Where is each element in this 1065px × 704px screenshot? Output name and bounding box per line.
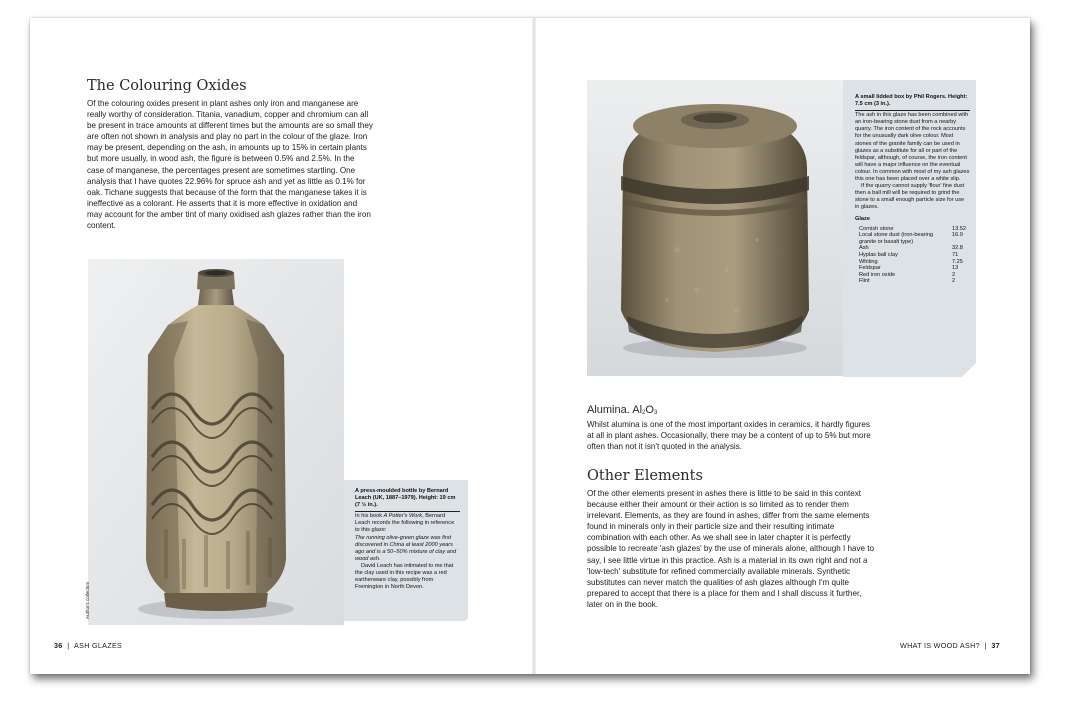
caption-intro: In his book A Potter's Work, Bernard Leach records the following in reference to this glaze: [355,513,455,534]
glaze-material: Local stone dust (iron-bearing granite or basalt type) [859,232,934,245]
book-spread [30,18,1030,674]
caption-corner-fold [962,363,976,377]
glaze-material: Hyplas ball clay [859,251,898,258]
caption-title: A press-moulded bottle by Bernard Leach (UK, 1887–1979). Height: 19 cm (7 ½ in.). [355,488,460,512]
glaze-recipe-table [855,226,970,285]
rogers-box-caption [843,80,976,377]
lidded-box-illustration [587,80,843,376]
glaze-amount: 2 [952,271,956,278]
glaze-amount: 16.9 [952,232,963,239]
colouring-oxides-text: Of the colouring oxides present in plant ashes only iron and manganese are really worthy of consideration. Titania, vanadium, copper and chromium can all be present in trace amounts at different times but the amounts are so small they are often not shown in analysis and play no part in the colour of the glaze. Iron may be present, depending on the ash, in amounts up to 15% in certain plants but more usually, in wood ash, the figure is between 0.5% and 2.5%. In the case of manganese, the percentages present are sometimes startling. One analysis that I have quotes 22.96% for spruce ash and yet as little as 0.1% for oak. Tichane suggests that because of the form that the manganese takes it is ineffective as a colorant. He asserts that it is more effective in oxidation and may account for the amber tint of many oxidised ash glazes rather than the iron content. [87,99,373,231]
caption-para-2: If the quarry cannot supply 'flour' fine dust then a ball mill will be required to grind the stone to a small enough particle size for use in glazes. [855,183,965,211]
glaze-amount: 7.25 [952,258,963,265]
right-page-footer: WHAT IS WOOD ASH? | 37 [900,641,1000,650]
glaze-amount: 71 [952,251,959,258]
bottle-illustration [88,259,344,625]
glaze-row [855,245,970,252]
glaze-row [855,272,970,279]
page-gutter [532,18,536,674]
glaze-row [855,278,970,285]
glaze-row [855,265,970,272]
glaze-material: Whiting [859,258,878,265]
glaze-material: Red iron oxide [859,271,896,278]
glaze-row [855,259,970,266]
leach-bottle-photo [88,259,344,625]
left-page-footer: 36 | ASH GLAZES [54,641,123,650]
glaze-amount: 32.8 [952,245,963,252]
rogers-lidded-box-photo [587,80,843,376]
caption-corner-fold [462,610,476,624]
glaze-row [855,226,970,233]
heading-alumina: Alumina. Al2O3 [587,404,658,416]
glaze-row [855,252,970,259]
glaze-heading: Glaze [855,215,870,222]
heading-other-elements: Other Elements [587,468,703,484]
glaze-amount: 13 [952,265,959,272]
caption-para-1: The ash in this glaze has been combined with an iron-bearing stone dust from a nearby quarry. The iron content of the rock accounts for the unusually dark olive colour. Most stones of the granite family can be used in glazes as a substitute for all or part of the feldspar, although, of course, the iron content will have a major influence on the eventual colour. In common with most of my ash glazes this one has been placed over a white slip. [855,112,970,183]
glaze-material: Ash [859,245,869,252]
photo-credit: Author's collection [85,581,90,619]
other-elements-text: Of the other elements present in ashes there is little to be said in this context because either their amount or their action is so limited as to render them irrelevant. Elements, as they are found in ashes, differ from the same elements found in minerals only in their particle size and their resulting intimate combination with each other. As we shall see in later chapter it is perfectly possible to recreate 'ash glazes' by the use of minerals alone, although I have to say, I see little virtue in this practice. Ash is a material in its own right and not a 'low-tech' substitute for refined commercially available minerals. Synthetic substitutes can never match the qualities of ash glazes although I'm quite prepared to accept that there is a place for them and I shall discuss it further, later on in the book. [587,489,874,609]
glaze-row [855,232,970,245]
heading-colouring-oxides: The Colouring Oxides [87,78,247,94]
alumina-text: Whilst alumina is one of the most important oxides in ceramics, it hardly figures at all in plant ashes. Occasionally, there may be a content of up to 5% but more often than not it isn't quoted in the analysis. [587,420,871,452]
glaze-material: Feldspar [859,265,881,272]
caption-note: David Leach has intimated to me that the clay used in this recipe was a red earthenware clay, possibly from Fremington in North Devon. [355,562,454,591]
glaze-amount: 13.52 [952,225,966,232]
caption-quote: The running olive-green glaze was first discovered in China at least 2000 years ago and is a 50–50% mixture of clay and wood ash. [355,534,457,562]
glaze-amount: 2 [952,278,956,285]
glaze-material: Flint [859,278,870,285]
glaze-material: Cornish stone [859,225,894,232]
leach-bottle-caption [344,480,468,621]
caption-title: A small lidded box by Phil Rogers. Height: 7.5 cm (3 in.). [855,94,970,111]
